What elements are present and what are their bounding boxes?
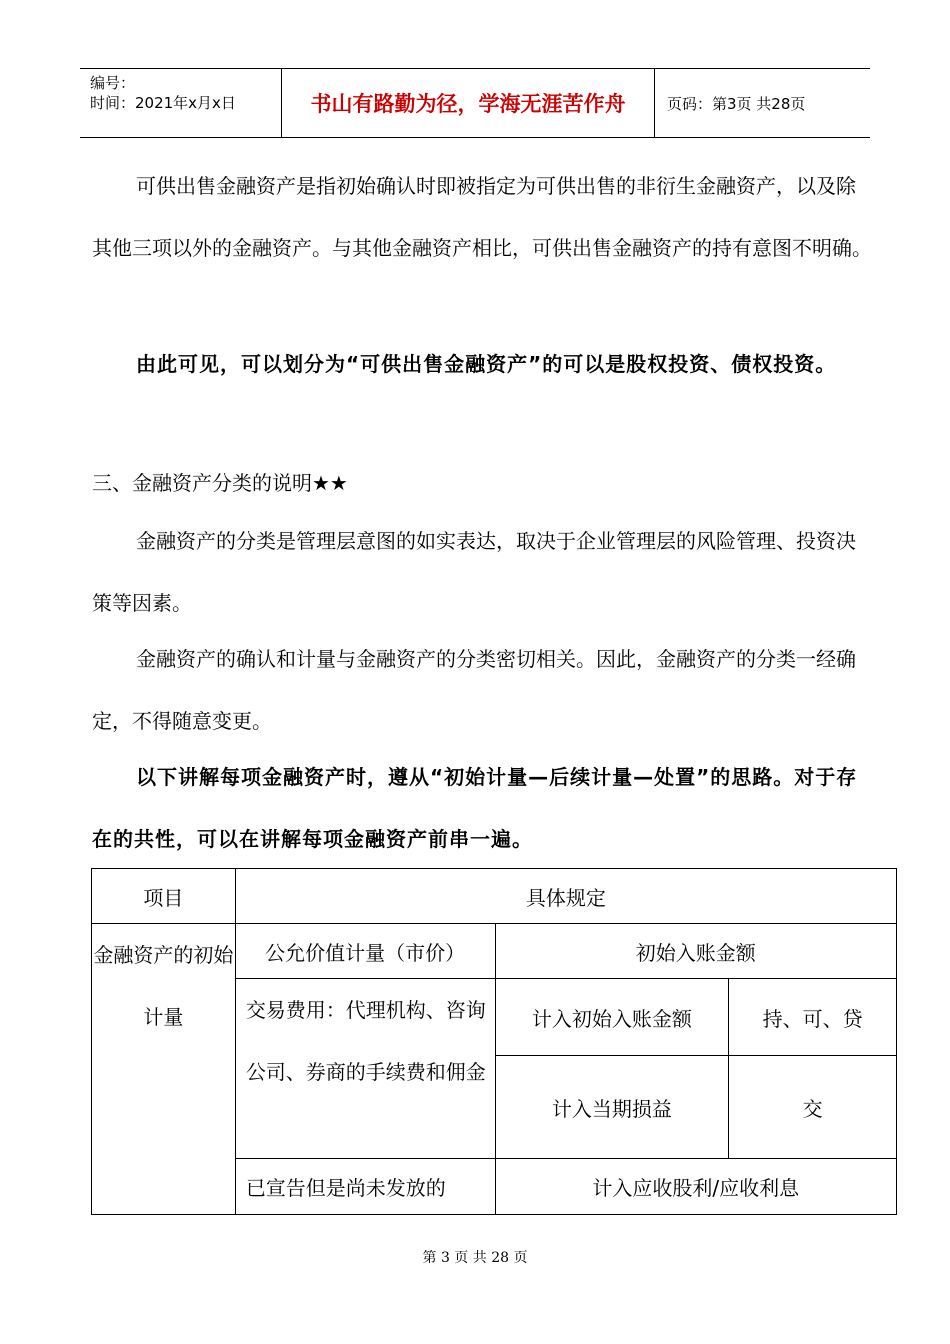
cell-receivable: 计入应收股利/应收利息 bbox=[495, 1159, 897, 1215]
page-header bbox=[80, 68, 870, 138]
header-page-number: 页码：第3页 共28页 bbox=[667, 94, 806, 113]
row-label-initial-measurement: 金融资产的初始计量 bbox=[92, 924, 236, 1215]
table-header-row bbox=[92, 869, 897, 924]
cell-into-initial: 计入初始入账金额 bbox=[495, 979, 729, 1056]
header-motto: 书山有路勤为径，学海无涯苦作舟 bbox=[282, 69, 655, 137]
cell-into-initial-categories: 持、可、贷 bbox=[729, 979, 897, 1056]
cell-into-pl: 计入当期损益 bbox=[495, 1056, 729, 1159]
header-cell-rule: 具体规定 bbox=[235, 869, 896, 924]
cell-fair-value: 公允价值计量（市价） bbox=[235, 924, 495, 979]
page-footer: 第 3 页 共 28 页 bbox=[422, 1250, 528, 1266]
paragraph-classification: 金融资产的分类是管理层意图的如实表达，取决于企业管理层的风险管理、投资决策等因素。 bbox=[92, 529, 856, 615]
cell-declared: 已宣告但是尚未发放的 bbox=[235, 1159, 495, 1215]
cell-into-pl-category: 交 bbox=[729, 1056, 897, 1159]
table-row bbox=[92, 924, 897, 979]
document-time: 时间：2021年x月x日 bbox=[90, 94, 236, 112]
paragraph-approach: 以下讲解每项金融资产时，遵从“初始计量—后续计量—处置”的思路。对于存在的共性，可以在讲解每项金融资产前串一遍。 bbox=[92, 765, 858, 851]
section-heading: 三、金融资产分类的说明★★ bbox=[92, 471, 348, 495]
cell-initial-amount: 初始入账金额 bbox=[495, 924, 897, 979]
document-number: 编号： bbox=[90, 74, 136, 92]
header-cell-item: 项目 bbox=[92, 869, 236, 924]
header-meta bbox=[80, 69, 282, 137]
rules-table bbox=[91, 868, 897, 1215]
paragraph-afs-conclusion: 由此可见，可以划分为“可供出售金融资产”的可以是股权投资、债权投资。 bbox=[136, 352, 837, 376]
paragraph-recognition: 金融资产的确认和计量与金融资产的分类密切相关。因此，金融资产的分类一经确定，不得随意变更。 bbox=[92, 647, 856, 733]
paragraph-afs-definition: 可供出售金融资产是指初始确认时即被指定为可供出售的非衍生金融资产，以及除其他三项以外的金融资产。与其他金融资产相比，可供出售金融资产的持有意图不明确。 bbox=[92, 174, 872, 260]
cell-transaction-fee: 交易费用：代理机构、咨询公司、券商的手续费和佣金 bbox=[235, 979, 495, 1159]
